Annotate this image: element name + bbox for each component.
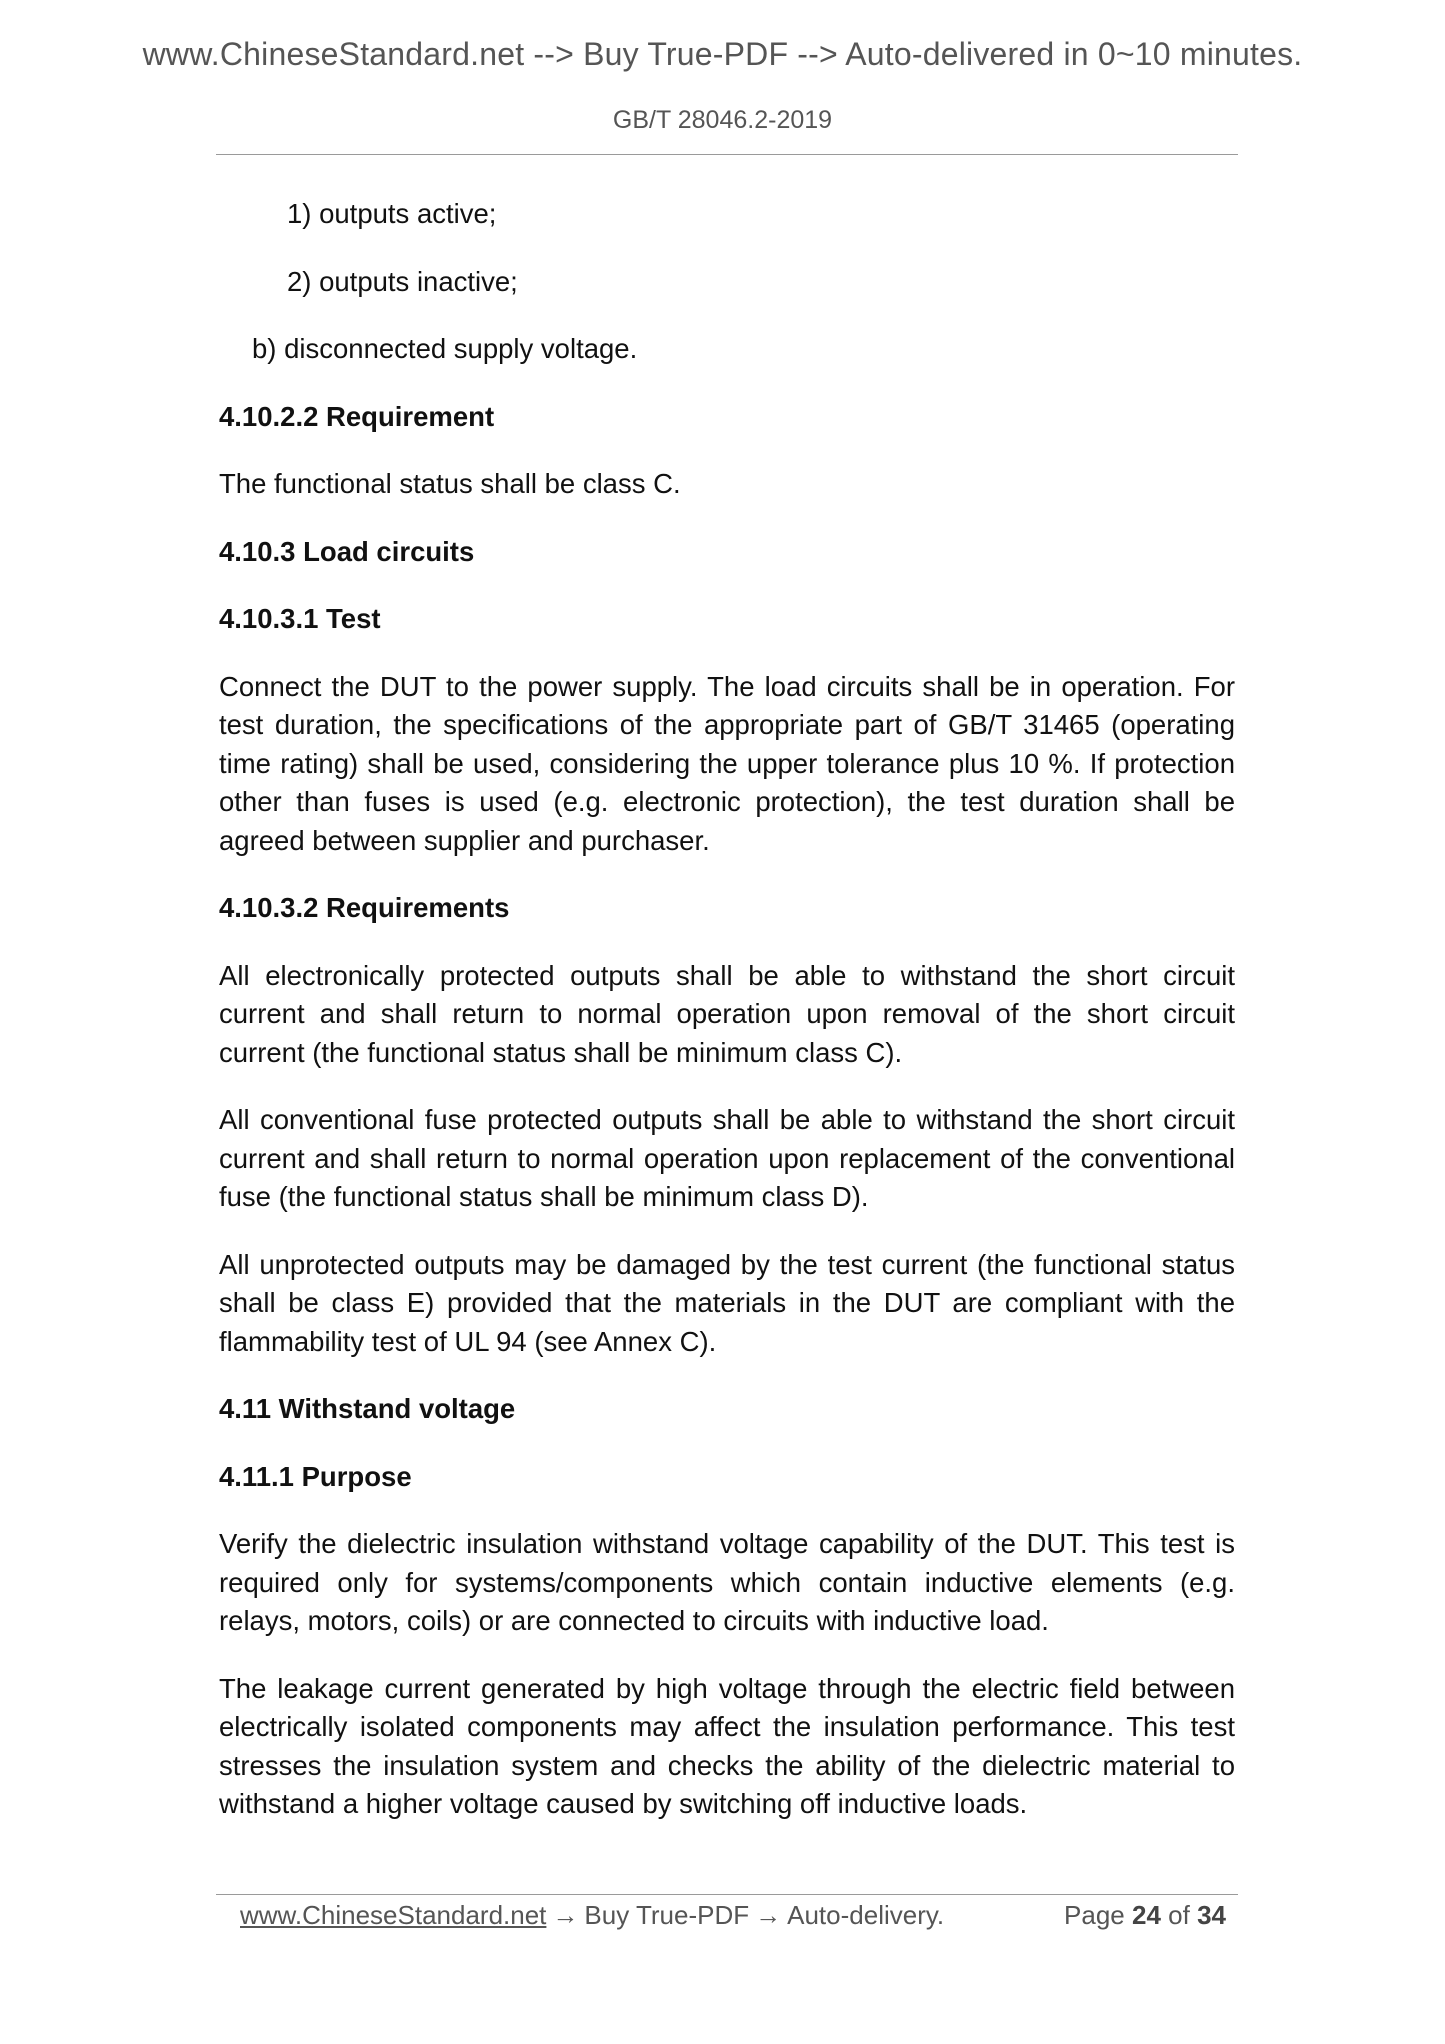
paragraph-4-11-1-a: Verify the dielectric insulation withstand voltage capability of the DUT. This test is required only for systems/components which contain inductive elements (e.g. relays, motors, coils) or are connected to circuits with inductive load. [219, 1528, 1235, 1636]
list-item-b: b) disconnected supply voltage. [252, 333, 638, 364]
paragraph-4-10-2-2: The functional status shall be class C. [219, 468, 681, 499]
heading-4-10-3-1: 4.10.3.1 Test [219, 603, 381, 634]
arrow-right-icon: → [755, 1900, 782, 1930]
page-indicator [1064, 1900, 1230, 1931]
footer-delivery-text: Auto-delivery. [787, 1900, 945, 1930]
footer-buy-text: Buy True-PDF [584, 1900, 750, 1930]
arrow-right-icon: → [552, 1900, 579, 1930]
heading-4-10-3: 4.10.3 Load circuits [219, 535, 475, 567]
paragraph-4-11-1-b: The leakage current generated by high voltage through the electric field between electrically isolated components may affect the insulation performance. This test stresses the insulation system and checks the ability of the dielectric material to withstand a higher voltage caused by switching off inductive loads. [219, 1672, 1235, 1819]
paragraph-4-10-3-2-b: All conventional fuse protected outputs shall be able to withstand the short circuit current and shall return to normal operation upon replacement of the conventional fuse (the functional status shall be minimum class D). [219, 1104, 1235, 1212]
standard-code: GB/T 28046.2-2019 [612, 106, 833, 134]
page-number: 24 [1132, 1900, 1161, 1930]
total-pages: 34 [1197, 1900, 1226, 1930]
heading-4-11: 4.11 Withstand voltage [219, 1393, 516, 1424]
heading-4-10-3-2: 4.10.3.2 Requirements [219, 892, 510, 923]
paragraph-4-10-3-2-a: All electronically protected outputs shall be able to withstand the short circuit current and shall return to normal operation upon removal of the short circuit current (the functional status shall be minimum class C). [219, 959, 1235, 1068]
heading-4-11-1: 4.11.1 Purpose [219, 1460, 412, 1492]
heading-4-10-2-2: 4.10.2.2 Requirement [219, 400, 495, 432]
of-label: of [1168, 1900, 1190, 1930]
document-body [219, 195, 1235, 1853]
header-divider [216, 154, 1238, 155]
page-label: Page [1064, 1900, 1125, 1930]
site-banner: www.ChineseStandard.net --> Buy True-PDF --> Auto-delivered in 0~10 minutes. [142, 36, 1303, 72]
footer-divider [216, 1894, 1238, 1895]
page-footer [240, 1900, 1230, 1931]
list-item-1: 1) outputs active; [287, 198, 497, 229]
paragraph-4-10-3-1: Connect the DUT to the power supply. The load circuits shall be in operation. For test duration, the specifications of the appropriate part of GB/T 31465 (operating time rating) shall be used, considering the upper tolerance plus 10 %. If protection other than fuses is used (e.g. electronic protection), the test duration shall be agreed between supplier and purchaser. [219, 670, 1235, 856]
footer-site-link[interactable]: www.ChineseStandard.net [240, 1900, 547, 1930]
list-item-2: 2) outputs inactive; [287, 265, 518, 297]
paragraph-4-10-3-2-c: All unprotected outputs may be damaged by the test current (the functional status shall be class E) provided that the materials in the DUT are compliant with the flammability test of UL 94 (see Annex C). [219, 1248, 1235, 1357]
